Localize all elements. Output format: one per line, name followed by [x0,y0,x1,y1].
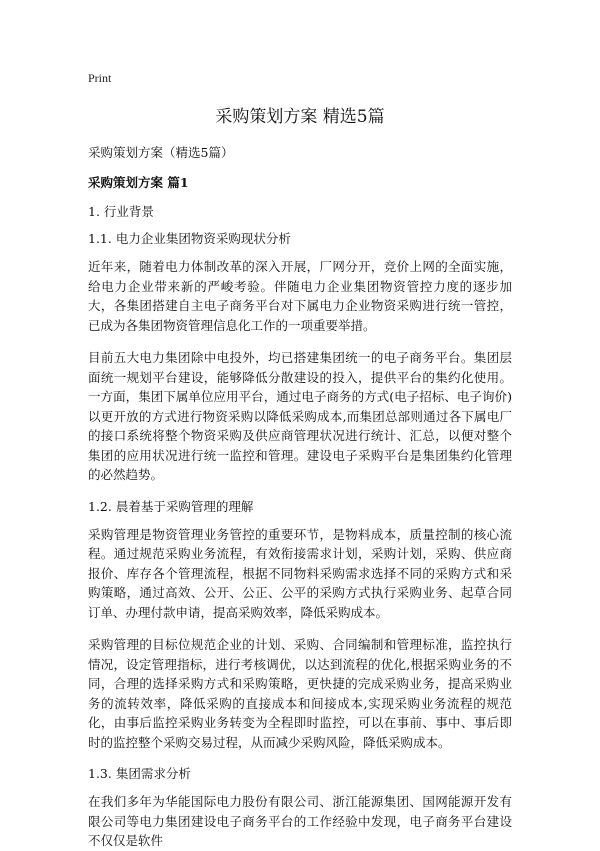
document-title: 采购策划方案 精选5篇 [215,107,385,127]
paragraph: 目前五大电力集团除中电投外，均已搭建集团统一的电子商务平台。集团层面统一规划平台建设，能够降低分散建设的投入，提供平台的集约化使用。一方面，集团下属单位应用平台，通过电子商务的方式(电子招标、电子询价)以更开放的方式进行物资采购以降低采购成本,而集团总部则通过各下属电厂的接口系统将整个物资采购及供应商管理状况进行统计、汇总，以便对整个集团的应用状况进行统一监控和管理。建设电子采购平台是集团集约化管理的必然趋势。 [88,350,512,482]
section-title: 采购策划方案 篇1 [88,175,189,190]
heading-group-requirements: 1.3. 集团需求分析 [88,766,191,781]
heading-procurement-understanding: 1.2. 晨着基于采购管理的理解 [88,498,254,514]
paragraph: 近年来，随着电力体制改革的深入开展，厂网分开，竞价上网的全面实施，给电力企业带来新的严峻考验。伴随电力企业集团物资管控力度的逐步加大，各集团搭建自主电子商务平台对下属电力企业物资采购进行统一管控，已成为各集团物资管理信息化工作的一项重要举措。 [88,259,512,333]
paragraph: 在我们多年为华能国际电力股份有限公司、浙江能源集团、国网能源开发有限公司等电力集团建设电子商务平台的工作经验中发现，电子商务平台建设不仅仅是软件 [88,794,512,848]
print-link[interactable]: Print [88,71,112,85]
document-subtitle: 采购策划方案（精选5篇） [88,145,234,160]
paragraph: 采购管理的目标位规范企业的计划、采购、合同编制和管理标准，监控执行情况，设定管理指标，进行考核调优，以达到流程的优化,根据采购业务的不同，合理的选择采购方式和采购策略，更快捷的完成采购业务，提高采购业务的流转效率，降低采购的直接成本和间接成本,实现采购业务流程的规范化，由事后监控采购业务转变为全程即时监控，可以在事前、事中、事后即时的监控整个采购交易过程，从而减少采购风险，降低采购成本。 [88,637,512,750]
paragraph: 采购管理是物资管理业务管控的重要环节，是物料成本，质量控制的核心流程。通过规范采购业务流程，有效衔接需求计划，采购计划，采购、供应商报价、库存各个管理流程，根据不同物料采购需求选择不同的采购方式和采购策略，通过高效、公开、公正、公平的采购方式执行采购业务、起草合同订单、办理付款申请，提高采购效率，降低采购成本。 [88,526,512,620]
heading-industry-background: 1. 行业背景 [88,204,154,219]
heading-procurement-status: 1.1. 电力企业集团物资采购现状分析 [88,231,291,246]
